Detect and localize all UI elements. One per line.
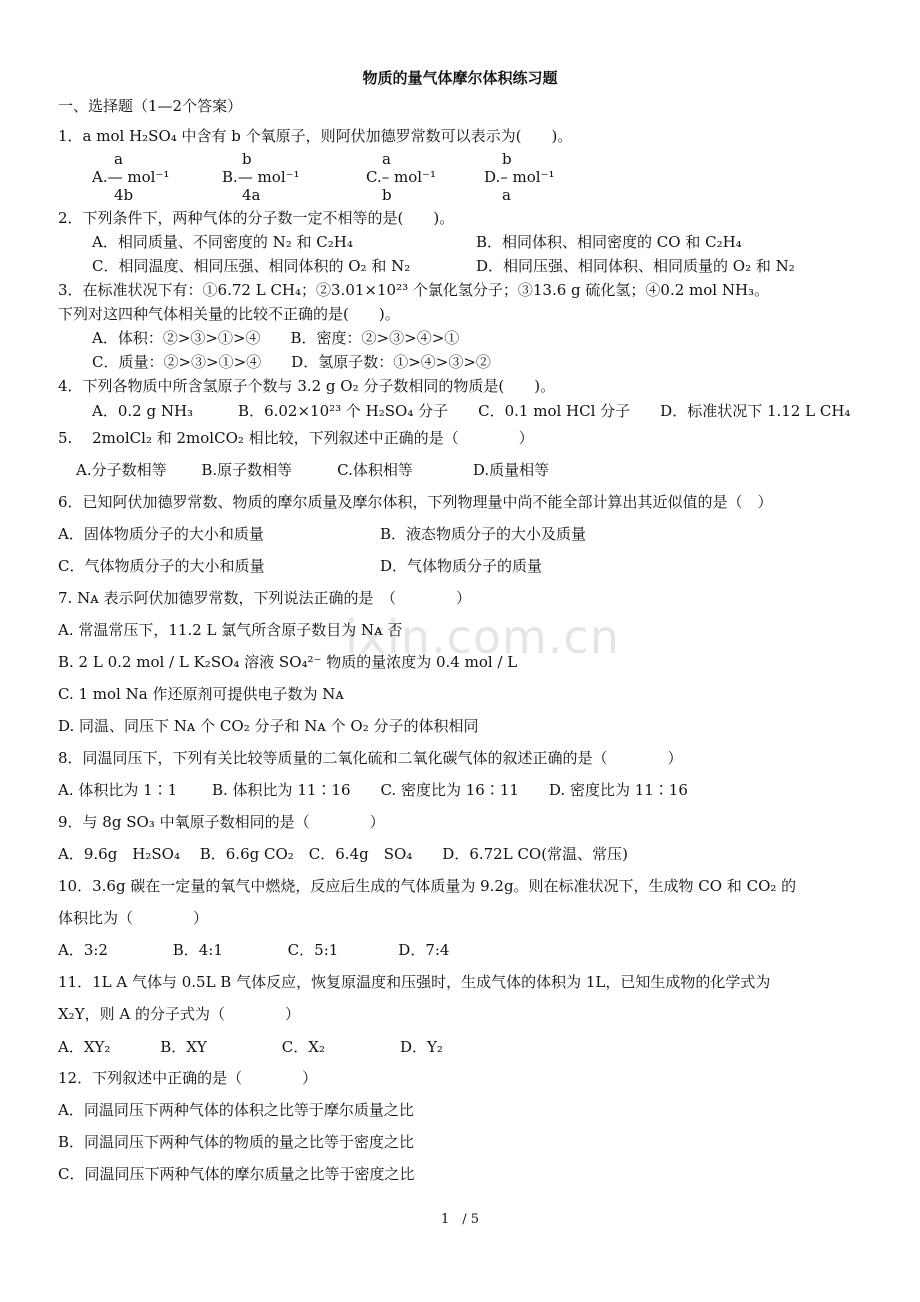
q1-b-label: B.— mol⁻¹: [222, 168, 300, 186]
q3-options-ab: A．体积：②>③>①>④ B．密度：②>③>④>①: [92, 329, 460, 347]
q10-stem-2: 体积比为（ ）: [58, 909, 209, 927]
q1-a-numerator: a: [114, 150, 123, 168]
q7-option-b: B. 2 L 0.2 mol / L K₂SO₄ 溶液 SO₄²⁻ 物质的量浓度为 0.4 mol / L: [58, 653, 518, 671]
q1-stem: 1．a mol H₂SO₄ 中含有 b 个氧原子，则阿伏加德罗常数可以表示为( )。: [58, 127, 573, 145]
q1-d-denominator: a: [502, 186, 511, 204]
q8-options: A. 体积比为 1∶1 B. 体积比为 11∶16 C. 密度比为 16∶11 D. 密度比为 11∶16: [58, 781, 688, 799]
q2-option-b: B．相同体积、相同密度的 CO 和 C₂H₄: [476, 233, 742, 251]
q5-options: A.分子数相等 B.原子数相等 C.体积相等 D.质量相等: [76, 461, 550, 479]
q10-stem: 10．3.6g 碳在一定量的氧气中燃烧，反应后生成的气体质量为 9.2g。则在标准状况下，生成物 CO 和 CO₂ 的: [58, 877, 797, 895]
q3-options-cd: C．质量：②>③>①>④ D．氢原子数：①>④>③>②: [92, 353, 491, 371]
q4-stem: 4．下列各物质中所含氢原子个数与 3.2 g O₂ 分子数相同的物质是( )。: [58, 377, 556, 395]
q3-stem: 3．在标准状况下有：①6.72 L CH₄；②3.01×10²³ 个氯化氢分子；③13.6 g 硫化氢；④0.2 mol NH₃。: [58, 281, 770, 299]
q1-option-d: [484, 150, 555, 204]
q12-option-b: B．同温同压下两种气体的物质的量之比等于密度之比: [58, 1133, 415, 1151]
q5-stem: 5. 2molCl₂ 和 2molCO₂ 相比较，下列叙述中正确的是（ ）: [58, 429, 534, 447]
section-heading: 一、选择题（1—2个答案）: [58, 97, 243, 115]
q10-options: A．3:2 B．4:1 C．5:1 D．7:4: [58, 941, 450, 959]
q7-stem: 7. Nᴀ 表示阿伏加德罗常数，下列说法正确的是 （ ）: [58, 589, 471, 607]
q1-b-numerator: b: [242, 150, 252, 168]
q1-a-denominator: 4b: [114, 186, 134, 204]
watermark: ixin.com.cn: [345, 610, 620, 664]
q6-option-b: B．液态物质分子的大小及质量: [380, 525, 587, 543]
q1-d-numerator: b: [502, 150, 512, 168]
q6-option-d: D．气体物质分子的质量: [380, 557, 543, 575]
q7-option-a: A. 常温常压下，11.2 L 氯气所含原子数目为 Nᴀ 否: [58, 621, 403, 639]
q11-stem: 11．1L A 气体与 0.5L B 气体反应，恢复原温度和压强时，生成气体的体积为 1L，已知生成物的化学式为: [58, 973, 771, 991]
q1-option-b: [222, 150, 300, 204]
q1-d-label: D.– mol⁻¹: [484, 168, 555, 186]
q11-options: A．XY₂ B．XY C．X₂ D．Y₂: [58, 1038, 443, 1056]
q7-option-d: D. 同温、同压下 Nᴀ 个 CO₂ 分子和 Nᴀ 个 O₂ 分子的体积相同: [58, 717, 479, 735]
q2-option-c: C．相同温度、相同压强、相同体积的 O₂ 和 N₂: [92, 257, 411, 275]
q1-c-numerator: a: [382, 150, 391, 168]
q7-option-c: C. 1 mol Na 作还原剂可提供电子数为 Nᴀ: [58, 685, 344, 703]
q9-options: A．9.6g H₂SO₄ B．6.6g CO₂ C．6.4g SO₄ D．6.72L CO(常温、常压): [58, 845, 628, 863]
q12-option-c: C．同温同压下两种气体的摩尔质量之比等于密度之比: [58, 1165, 415, 1183]
q1-b-denominator: 4a: [242, 186, 261, 204]
q6-option-a: A．固体物质分子的大小和质量: [58, 525, 264, 543]
q1-option-c: [366, 150, 436, 204]
q2-stem: 2．下列条件下，两种气体的分子数一定不相等的是( )。: [58, 209, 455, 227]
q2-option-d: D．相同压强、相同体积、相同质量的 O₂ 和 N₂: [476, 257, 795, 275]
q1-option-a: [92, 150, 170, 204]
q1-c-label: C.– mol⁻¹: [366, 168, 436, 186]
q1-a-label: A.— mol⁻¹: [92, 168, 170, 186]
q12-option-a: A．同温同压下两种气体的体积之比等于摩尔质量之比: [58, 1101, 414, 1119]
q4-options: A．0.2 g NH₃ B．6.02×10²³ 个 H₂SO₄ 分子 C．0.1 mol HCl 分子 D．标准状况下 1.12 L CH₄: [92, 402, 851, 420]
page-title: 物质的量气体摩尔体积练习题: [362, 69, 558, 87]
q1-c-denominator: b: [382, 186, 392, 204]
q6-option-c: C．气体物质分子的大小和质量: [58, 557, 265, 575]
q2-option-a: A．相同质量、不同密度的 N₂ 和 C₂H₄: [92, 233, 353, 251]
q11-stem-2: X₂Y，则 A 的分子式为（ ）: [58, 1005, 300, 1023]
q12-stem: 12．下列叙述中正确的是（ ）: [58, 1069, 318, 1087]
q3-stem-2: 下列对这四种气体相关量的比较不正确的是( )。: [58, 305, 400, 323]
q9-stem: 9．与 8g SO₃ 中氧原子数相同的是（ ）: [58, 813, 385, 831]
q6-stem: 6．已知阿伏加德罗常数、物质的摩尔质量及摩尔体积，下列物理量中尚不能全部计算出其近似值的是（ ）: [58, 493, 773, 511]
page-number: 1 / 5: [440, 1212, 480, 1227]
q8-stem: 8．同温同压下，下列有关比较等质量的二氧化硫和二氧化碳气体的叙述正确的是（ ）: [58, 749, 683, 767]
